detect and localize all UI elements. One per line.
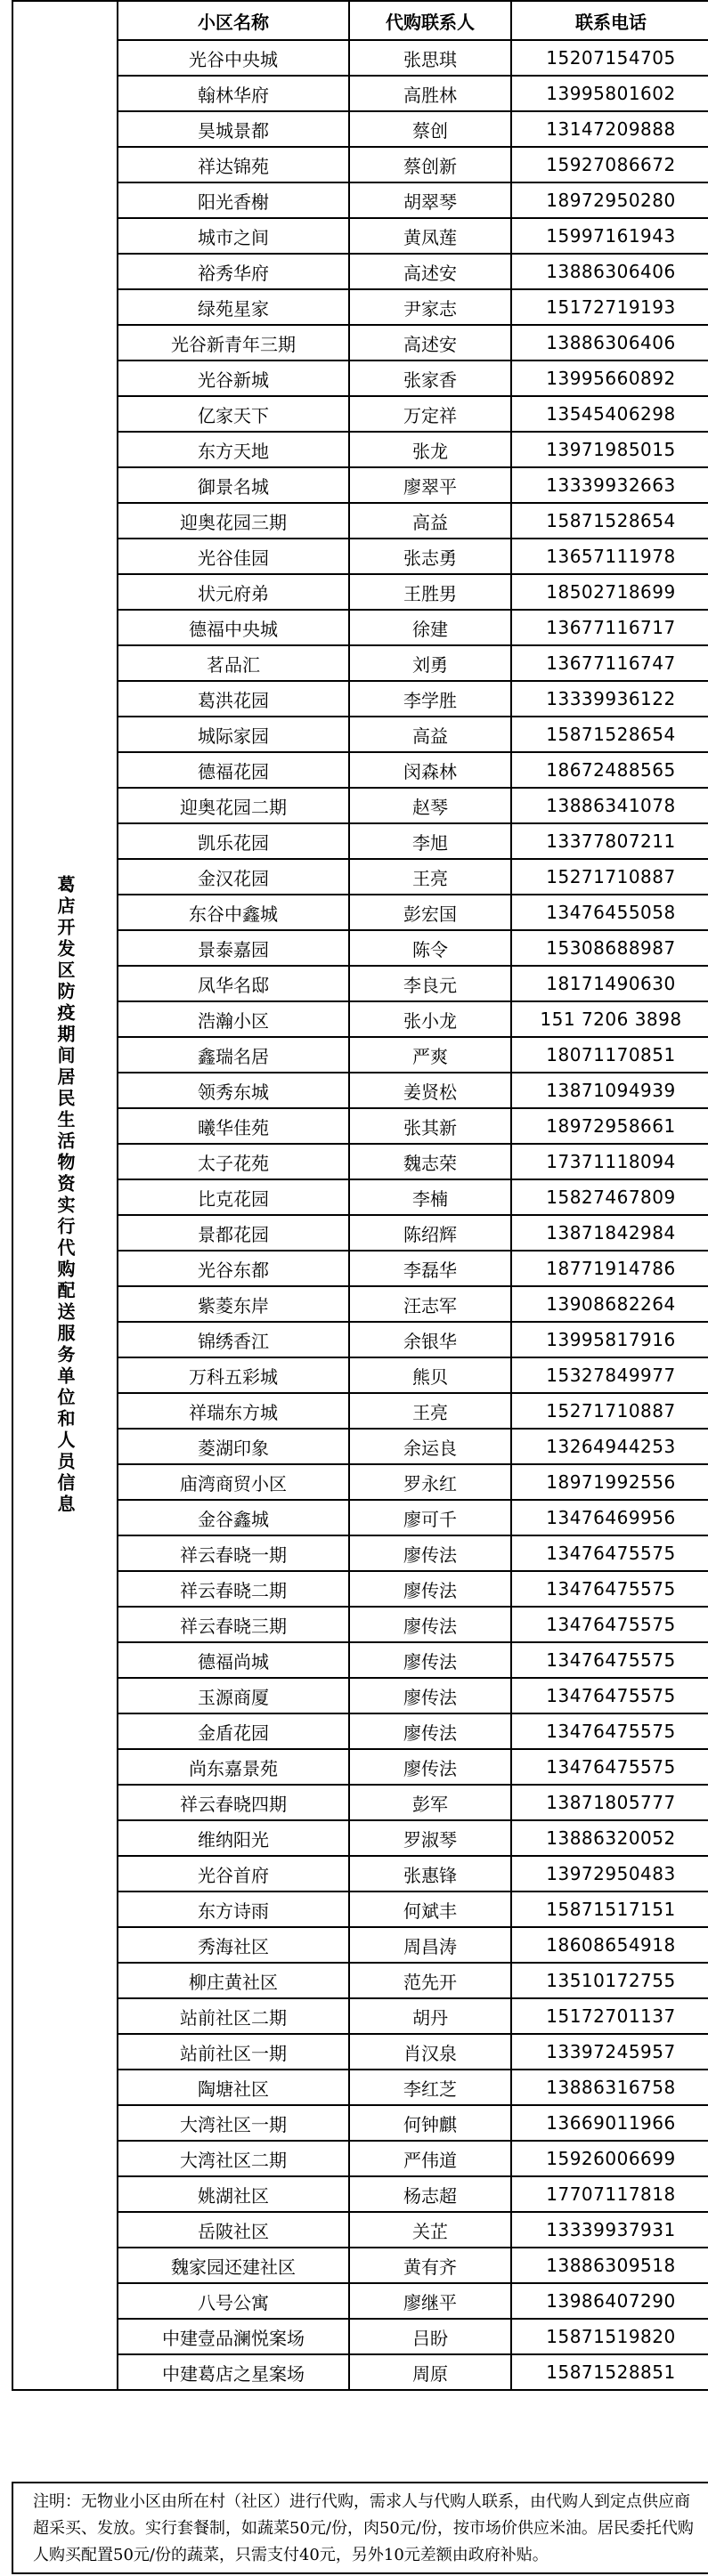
contact-person: 余运良: [349, 1429, 511, 1464]
contact-person: 肖汉泉: [349, 2034, 511, 2070]
community-name: 景都花园: [118, 1215, 349, 1251]
contact-person: 李旭: [349, 823, 511, 859]
phone-number: 13476475575: [511, 1571, 708, 1607]
contact-table: [12, 0, 708, 2391]
community-name: 光谷中央城: [118, 40, 349, 76]
community-name: 庙湾商贸小区: [118, 1464, 349, 1500]
contact-person: 张龙: [349, 432, 511, 467]
table-row: [12, 1215, 708, 1251]
table-row: [12, 503, 708, 539]
contact-person: 张家香: [349, 360, 511, 396]
community-name: 德福中央城: [118, 610, 349, 645]
contact-person: 万定祥: [349, 396, 511, 432]
contact-person: 尹家志: [349, 289, 511, 325]
community-name: 德福尚城: [118, 1642, 349, 1678]
table-row: [12, 574, 708, 610]
contact-person: 胡翠琴: [349, 182, 511, 218]
community-name: 柳庄黄社区: [118, 1963, 349, 1998]
table-row: [12, 432, 708, 467]
community-name: 站前社区二期: [118, 1998, 349, 2034]
side-title: 葛店开发区防疫期间居民生活物资实行代购配送服务单位和人员信息: [12, 1, 118, 2390]
contact-person: 周昌涛: [349, 1927, 511, 1963]
community-name: 城际家园: [118, 717, 349, 752]
table-row: [12, 681, 708, 717]
contact-person: 周原: [349, 2354, 511, 2390]
community-name: 太子花苑: [118, 1144, 349, 1179]
phone-number: 13886309518: [511, 2248, 708, 2283]
contact-person: 黄凤莲: [349, 218, 511, 254]
community-name: 光谷东都: [118, 1251, 349, 1286]
contact-person: 蔡创新: [349, 147, 511, 182]
community-name: 维纳阳光: [118, 1820, 349, 1856]
community-name: 东方天地: [118, 432, 349, 467]
table-row: [12, 930, 708, 966]
community-name: 昊城景都: [118, 111, 349, 147]
phone-number: 15207154705: [511, 40, 708, 76]
community-name: 紫菱东岸: [118, 1286, 349, 1322]
table-row: [12, 1001, 708, 1037]
phone-number: 13657111978: [511, 539, 708, 574]
table-row: [12, 539, 708, 574]
contact-person: 高益: [349, 717, 511, 752]
phone-number: 13886306406: [511, 254, 708, 289]
table-row: [12, 1891, 708, 1927]
contact-person: 何斌丰: [349, 1891, 511, 1927]
community-name: 大湾社区二期: [118, 2141, 349, 2176]
community-name: 鑫瑞名居: [118, 1037, 349, 1073]
community-name: 光谷新城: [118, 360, 349, 396]
phone-number: 13972950483: [511, 1856, 708, 1891]
phone-number: 13677116747: [511, 645, 708, 681]
table-row: [12, 2212, 708, 2248]
contact-person: 王亮: [349, 1393, 511, 1429]
community-name: 金汉花园: [118, 859, 349, 895]
phone-number: 13669011966: [511, 2105, 708, 2141]
phone-number: 13476475575: [511, 1535, 708, 1571]
table-row: [12, 325, 708, 360]
community-name: 阳光香榭: [118, 182, 349, 218]
table-row: [12, 218, 708, 254]
contact-person: 熊贝: [349, 1357, 511, 1393]
phone-number: 13476475575: [511, 1607, 708, 1642]
table-row: [12, 1607, 708, 1642]
contact-person: 王胜男: [349, 574, 511, 610]
community-name: 锦绣香江: [118, 1322, 349, 1357]
contact-person: 彭军: [349, 1785, 511, 1820]
phone-number: 13397245957: [511, 2034, 708, 2070]
contact-person: 张其新: [349, 1108, 511, 1144]
contact-person: 张小龙: [349, 1001, 511, 1037]
contact-person: 廖传法: [349, 1713, 511, 1749]
phone-number: 13510172755: [511, 1963, 708, 1998]
contact-person: 刘勇: [349, 645, 511, 681]
community-name: 中建壹品澜悦案场: [118, 2319, 349, 2354]
phone-number: 15871519820: [511, 2319, 708, 2354]
community-name: 东谷中鑫城: [118, 895, 349, 930]
contact-person: 廖传法: [349, 1571, 511, 1607]
contact-person: 高述安: [349, 254, 511, 289]
contact-person: 陈绍辉: [349, 1215, 511, 1251]
table-row: [12, 788, 708, 823]
table-row: [12, 1073, 708, 1108]
community-name: 秀海社区: [118, 1927, 349, 1963]
table-row: [12, 1286, 708, 1322]
contact-person: 汪志军: [349, 1286, 511, 1322]
community-name: 魏家园还建社区: [118, 2248, 349, 2283]
phone-number: 13971985015: [511, 432, 708, 467]
phone-number: 15926006699: [511, 2141, 708, 2176]
table-row: [12, 717, 708, 752]
phone-number: 13886306406: [511, 325, 708, 360]
phone-number: 15327849977: [511, 1357, 708, 1393]
table-row: [12, 1927, 708, 1963]
community-name: 玉源商厦: [118, 1678, 349, 1713]
phone-number: 13339932663: [511, 467, 708, 503]
contact-person: 李楠: [349, 1179, 511, 1215]
table-row: [12, 1998, 708, 2034]
phone-number: 13147209888: [511, 111, 708, 147]
contact-person: 廖翠平: [349, 467, 511, 503]
community-name: 迎奥花园二期: [118, 788, 349, 823]
contact-person: 廖可千: [349, 1500, 511, 1535]
table-row: [12, 1571, 708, 1607]
phone-number: 18071170851: [511, 1037, 708, 1073]
contact-person: 高胜林: [349, 76, 511, 111]
table-row: [12, 1393, 708, 1429]
table-row: [12, 2141, 708, 2176]
table-row: [12, 1037, 708, 1073]
table-row: [12, 610, 708, 645]
table-row: [12, 1144, 708, 1179]
community-name: 尚东嘉景苑: [118, 1749, 349, 1785]
contact-person: 何钟麒: [349, 2105, 511, 2141]
contact-person: 李磊华: [349, 1251, 511, 1286]
table-row: [12, 2070, 708, 2105]
phone-number: 18972958661: [511, 1108, 708, 1144]
table-row: [12, 966, 708, 1001]
contact-person: 余银华: [349, 1322, 511, 1357]
community-name: 曦华佳苑: [118, 1108, 349, 1144]
community-name: 姚湖社区: [118, 2176, 349, 2212]
contact-person: 严爽: [349, 1037, 511, 1073]
contact-person: 廖传法: [349, 1607, 511, 1642]
table-row: [12, 396, 708, 432]
phone-number: 13476475575: [511, 1678, 708, 1713]
community-name: 八号公寓: [118, 2283, 349, 2319]
community-name: 翰林华府: [118, 76, 349, 111]
phone-number: 13545406298: [511, 396, 708, 432]
contact-person: 严伟道: [349, 2141, 511, 2176]
phone-number: 18971992556: [511, 1464, 708, 1500]
table-row: [12, 1713, 708, 1749]
table-row: [12, 2354, 708, 2390]
table-row: [12, 1820, 708, 1856]
community-name: 祥瑞东方城: [118, 1393, 349, 1429]
phone-number: 17371118094: [511, 1144, 708, 1179]
table-row: [12, 182, 708, 218]
community-name: 祥云春晓二期: [118, 1571, 349, 1607]
table-row: [12, 254, 708, 289]
contact-person: 李红芝: [349, 2070, 511, 2105]
table-row: [12, 1357, 708, 1393]
table-row: [12, 147, 708, 182]
contact-person: 黄有齐: [349, 2248, 511, 2283]
table-row: [12, 1856, 708, 1891]
table-row: [12, 76, 708, 111]
phone-number: 15927086672: [511, 147, 708, 182]
table-row: [12, 1251, 708, 1286]
contact-person: 胡丹: [349, 1998, 511, 2034]
contact-person: 蔡创: [349, 111, 511, 147]
table-row: [12, 1108, 708, 1144]
community-name: 城市之间: [118, 218, 349, 254]
header-community: 小区名称: [118, 1, 349, 40]
phone-number: 13476475575: [511, 1749, 708, 1785]
phone-number: 15871528851: [511, 2354, 708, 2390]
table-row: [12, 2105, 708, 2141]
phone-number: 13871842984: [511, 1215, 708, 1251]
phone-number: 13476475575: [511, 1642, 708, 1678]
community-name: 御景名城: [118, 467, 349, 503]
contact-person: 王亮: [349, 859, 511, 895]
phone-number: 13476475575: [511, 1713, 708, 1749]
table-row: [12, 1963, 708, 1998]
community-name: 德福花园: [118, 752, 349, 788]
community-name: 东方诗雨: [118, 1891, 349, 1927]
community-name: 裕秀华府: [118, 254, 349, 289]
phone-number: 13908682264: [511, 1286, 708, 1322]
phone-number: 17707117818: [511, 2176, 708, 2212]
table-row: [12, 2248, 708, 2283]
community-name: 光谷佳园: [118, 539, 349, 574]
community-name: 光谷新青年三期: [118, 325, 349, 360]
community-name: 比克花园: [118, 1179, 349, 1215]
table-row: [12, 1500, 708, 1535]
contact-person: 吕盼: [349, 2319, 511, 2354]
table-row: [12, 645, 708, 681]
table-row: [12, 895, 708, 930]
community-name: 万科五彩城: [118, 1357, 349, 1393]
phone-number: 15871528654: [511, 717, 708, 752]
table-row: [12, 1179, 708, 1215]
phone-number: 15308688987: [511, 930, 708, 966]
table-row: [12, 1429, 708, 1464]
community-name: 祥云春晓三期: [118, 1607, 349, 1642]
contact-person: 李良元: [349, 966, 511, 1001]
table-row: [12, 289, 708, 325]
contact-person: 廖继平: [349, 2283, 511, 2319]
phone-number: 18972950280: [511, 182, 708, 218]
contact-person: 张志勇: [349, 539, 511, 574]
contact-person: 范先开: [349, 1963, 511, 1998]
community-name: 景泰嘉园: [118, 930, 349, 966]
phone-number: 13995801602: [511, 76, 708, 111]
phone-number: 15871528654: [511, 503, 708, 539]
contact-person: 张惠锋: [349, 1856, 511, 1891]
phone-number: 13264944253: [511, 1429, 708, 1464]
header-contact: 代购联系人: [349, 1, 511, 40]
contact-person: 廖传法: [349, 1749, 511, 1785]
table-row: [12, 467, 708, 503]
contact-person: 姜贤松: [349, 1073, 511, 1108]
contact-person: 罗永红: [349, 1464, 511, 1500]
phone-number: 13886320052: [511, 1820, 708, 1856]
community-name: 凤华名邸: [118, 966, 349, 1001]
contact-person: 高述安: [349, 325, 511, 360]
phone-number: 13871805777: [511, 1785, 708, 1820]
phone-number: 13476455058: [511, 895, 708, 930]
phone-number: 13886341078: [511, 788, 708, 823]
table-row: [12, 823, 708, 859]
table-row: [12, 111, 708, 147]
contact-person: 张思琪: [349, 40, 511, 76]
community-name: 茗品汇: [118, 645, 349, 681]
contact-person: 彭宏国: [349, 895, 511, 930]
community-name: 祥云春晓一期: [118, 1535, 349, 1571]
phone-number: 13995817916: [511, 1322, 708, 1357]
community-name: 岳陂社区: [118, 2212, 349, 2248]
phone-number: 13339936122: [511, 681, 708, 717]
table-row: [12, 2319, 708, 2354]
community-name: 金谷鑫城: [118, 1500, 349, 1535]
table-row: [12, 859, 708, 895]
table-row: [12, 1785, 708, 1820]
table-header-row: [12, 1, 708, 40]
contact-person: 高益: [349, 503, 511, 539]
phone-number: 15997161943: [511, 218, 708, 254]
table-row: [12, 1642, 708, 1678]
community-name: 祥达锦苑: [118, 147, 349, 182]
phone-number: 18171490630: [511, 966, 708, 1001]
phone-number: 151 7206 3898: [511, 1001, 708, 1037]
table-row: [12, 40, 708, 76]
community-name: 陶塘社区: [118, 2070, 349, 2105]
contact-person: 罗淑琴: [349, 1820, 511, 1856]
community-name: 光谷首府: [118, 1856, 349, 1891]
phone-number: 18608654918: [511, 1927, 708, 1963]
community-name: 凯乐花园: [118, 823, 349, 859]
phone-number: 13871094939: [511, 1073, 708, 1108]
table-row: [12, 1749, 708, 1785]
community-name: 浩瀚小区: [118, 1001, 349, 1037]
table-row: [12, 1535, 708, 1571]
community-name: 绿苑星家: [118, 289, 349, 325]
phone-number: 18502718699: [511, 574, 708, 610]
contact-person: 魏志荣: [349, 1144, 511, 1179]
phone-number: 15172701137: [511, 1998, 708, 2034]
community-name: 迎奥花园三期: [118, 503, 349, 539]
table-row: [12, 1678, 708, 1713]
contact-person: 徐建: [349, 610, 511, 645]
contact-person: 闵森林: [349, 752, 511, 788]
contact-person: 陈令: [349, 930, 511, 966]
phone-number: 13677116717: [511, 610, 708, 645]
table-row: [12, 2034, 708, 2070]
table-row: [12, 1322, 708, 1357]
phone-number: 18771914786: [511, 1251, 708, 1286]
community-name: 中建葛店之星案场: [118, 2354, 349, 2390]
table-row: [12, 1464, 708, 1500]
contact-person: 李学胜: [349, 681, 511, 717]
table-row: [12, 360, 708, 396]
phone-number: 18672488565: [511, 752, 708, 788]
phone-number: 13339937931: [511, 2212, 708, 2248]
header-phone: 联系电话: [511, 1, 708, 40]
phone-number: 13886316758: [511, 2070, 708, 2105]
community-name: 祥云春晓四期: [118, 1785, 349, 1820]
footnote: 注明：无物业小区由所在村（社区）进行代购，需求人与代购人联系，由代购人到定点供应商超采买、发放。实行套餐制，如蔬菜50元/份，肉50元/份，按市场价供应米油。居民委托代购人购买配置50元/份的蔬菜，只需支付40元，另外10元差额由政府补贴。: [12, 2482, 708, 2574]
phone-number: 15271710887: [511, 1393, 708, 1429]
contact-person: 廖传法: [349, 1535, 511, 1571]
contact-table-body: [12, 1, 708, 2390]
phone-number: 15871517151: [511, 1891, 708, 1927]
phone-number: 13377807211: [511, 823, 708, 859]
community-name: 菱湖印象: [118, 1429, 349, 1464]
community-name: 亿家天下: [118, 396, 349, 432]
contact-person: 关芷: [349, 2212, 511, 2248]
contact-person: 廖传法: [349, 1642, 511, 1678]
phone-number: 13986407290: [511, 2283, 708, 2319]
community-name: 大湾社区一期: [118, 2105, 349, 2141]
community-name: 金盾花园: [118, 1713, 349, 1749]
community-name: 葛洪花园: [118, 681, 349, 717]
phone-number: 15172719193: [511, 289, 708, 325]
table-row: [12, 752, 708, 788]
community-name: 领秀东城: [118, 1073, 349, 1108]
contact-person: 杨志超: [349, 2176, 511, 2212]
contact-person: 廖传法: [349, 1678, 511, 1713]
table-row: [12, 2283, 708, 2319]
community-name: 状元府弟: [118, 574, 349, 610]
contact-person: 赵琴: [349, 788, 511, 823]
phone-number: 13476469956: [511, 1500, 708, 1535]
phone-number: 15271710887: [511, 859, 708, 895]
phone-number: 15827467809: [511, 1179, 708, 1215]
phone-number: 13995660892: [511, 360, 708, 396]
community-name: 站前社区一期: [118, 2034, 349, 2070]
table-row: [12, 2176, 708, 2212]
